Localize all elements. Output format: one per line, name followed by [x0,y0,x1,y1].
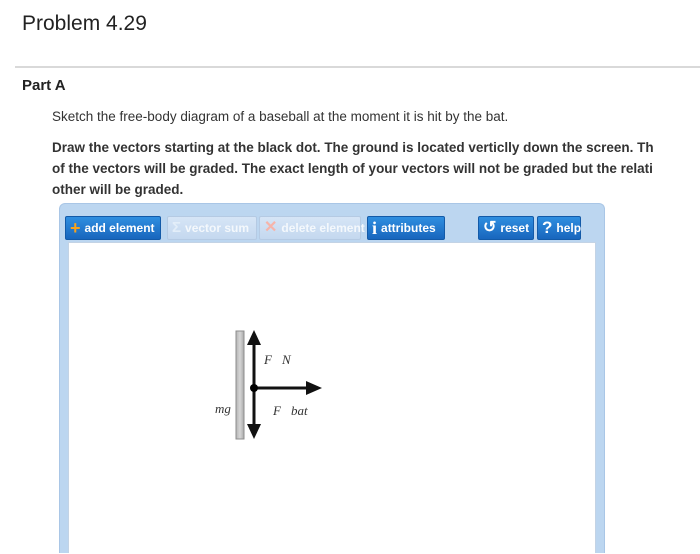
bat-force-vector[interactable] [254,381,322,395]
help-button[interactable] [537,216,581,240]
question-prompt: Sketch the free-body diagram of a baseball at the moment it is hit by the bat. [52,109,509,124]
baseball-bat [236,331,244,439]
help-label: help [556,221,582,235]
bat-force-label: F⃗bat [273,403,308,418]
drawing-workspace [59,203,605,553]
attributes-button[interactable] [367,216,445,240]
problem-title: Problem 4.29 [22,12,147,35]
instructions-line: other will be graded. [52,182,184,197]
reset-label: reset [500,221,530,235]
instructions-line: of the vectors will be graded. The exact length of your vectors will not be graded but the relati [52,161,653,176]
weight-label: mg⃗ [215,401,241,416]
sigma-icon: Σ [172,219,182,236]
part-title[interactable]: Part A [22,77,66,94]
instructions-line: Draw the vectors starting at the black dot. The ground is located verticlly down the screen. Th [52,140,654,155]
attributes-label: attributes [381,221,436,235]
info-icon: i [372,218,378,238]
weight-vector[interactable] [247,388,261,439]
delete-element-button[interactable] [259,216,365,240]
reset-icon: ↺ [483,219,497,236]
divider [15,66,700,68]
normal-force-vector[interactable] [247,330,261,388]
delete-x-icon: ✕ [264,219,278,236]
vector-sum-button[interactable] [167,216,257,240]
drawing-canvas[interactable] [68,242,596,553]
normal-force-label: F⃗N [264,352,291,367]
reset-button[interactable] [478,216,534,240]
delete-element-label: delete element [281,221,365,235]
origin-dot[interactable] [250,384,258,392]
add-element-button[interactable] [65,216,161,240]
vector-sum-label: vector sum [185,221,250,235]
instructions [52,137,700,200]
help-icon: ? [542,218,553,237]
add-element-label: add element [84,221,155,235]
plus-icon: + [70,218,81,238]
free-body-diagram[interactable] [69,243,595,554]
